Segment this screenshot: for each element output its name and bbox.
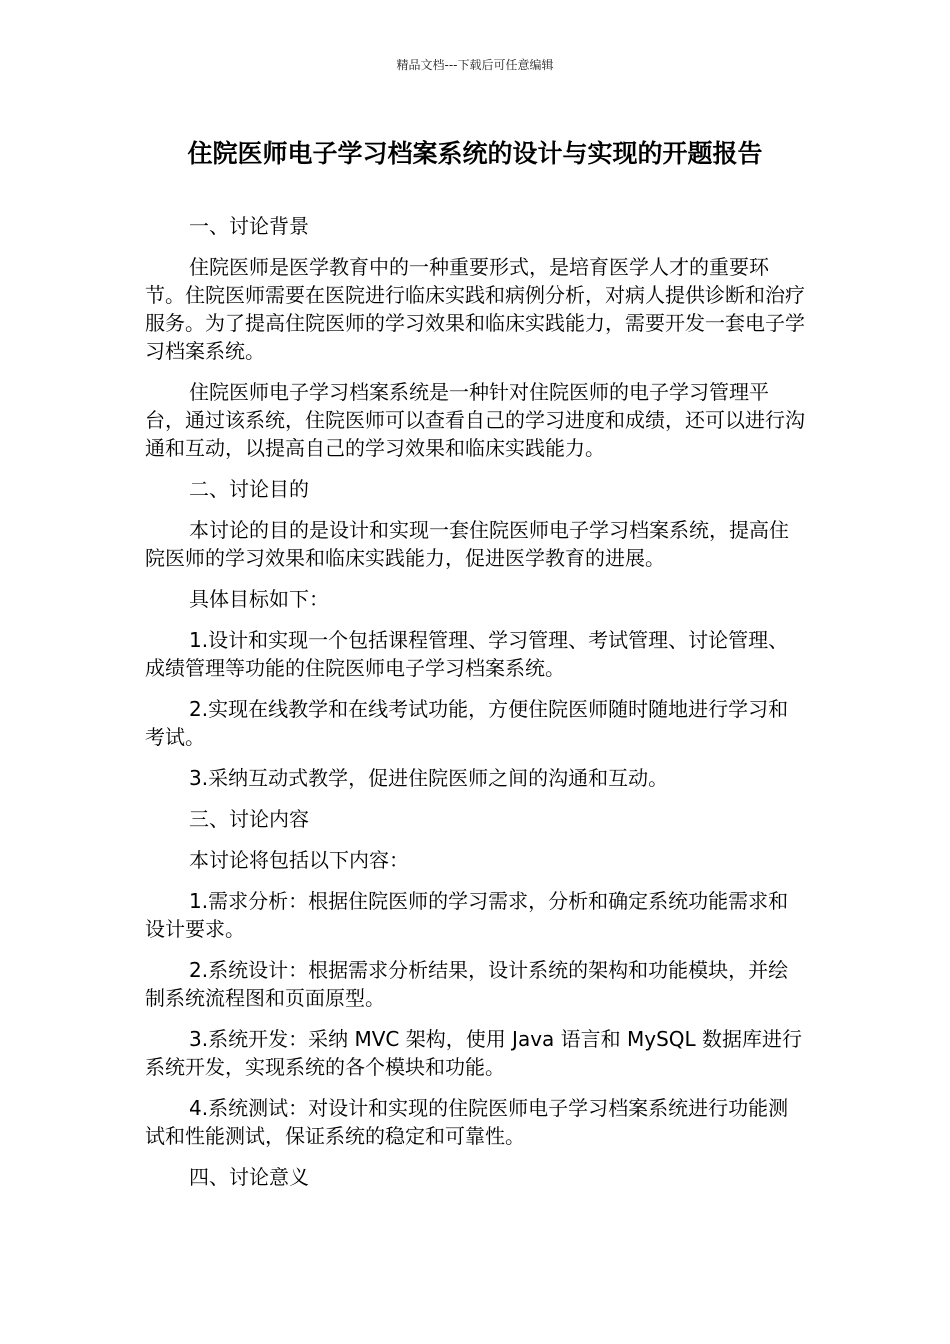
- paragraph: 本讨论将包括以下内容：: [189, 848, 409, 872]
- list-item: 1.设计和实现一个包括课程管理、学习管理、考试管理、讨论管理、成绩管理等功能的住院医师电子学习档案系统。: [145, 628, 789, 680]
- list-item: 2.实现在线教学和在线考试功能，方便住院医师随时随地进行学习和考试。: [145, 697, 789, 749]
- list-item: 4.系统测试：对设计和实现的住院医师电子学习档案系统进行功能测试和性能测试，保证系统的稳定和可靠性。: [145, 1096, 789, 1148]
- paragraph: 住院医师电子学习档案系统是一种针对住院医师的电子学习管理平台，通过该系统，住院医师可以查看自己的学习进度和成绩，还可以进行沟通和互动，以提高自己的学习效果和临床实践能力。: [145, 380, 805, 460]
- document-title: 住院医师电子学习档案系统的设计与实现的开题报告: [187, 139, 763, 168]
- paragraph: 住院医师是医学教育中的一种重要形式，是培育医学人才的重要环节。住院医师需要在医院进行临床实践和病例分析，对病人提供诊断和治疗服务。为了提高住院医师的学习效果和临床实践能力，需要开发一套电子学习档案系统。: [145, 255, 805, 363]
- header-note: 精品文档---下载后可任意编辑: [396, 58, 554, 72]
- list-item: 3.系统开发：采纳 MVC 架构，使用 Java 语言和 MySQL 数据库进行系统开发，实现系统的各个模块和功能。: [145, 1027, 803, 1079]
- section-heading-purpose: 二、讨论目的: [189, 477, 309, 501]
- list-item: 3.采纳互动式教学，促进住院医师之间的沟通和互动。: [189, 766, 669, 790]
- section-heading-significance: 四、讨论意义: [189, 1165, 309, 1189]
- section-heading-content: 三、讨论内容: [189, 807, 309, 831]
- section-heading-background: 一、讨论背景: [189, 214, 309, 238]
- document-body: [145, 212, 805, 1204]
- list-item: 1.需求分析：根据住院医师的学习需求，分析和确定系统功能需求和设计要求。: [145, 889, 789, 941]
- list-item: 2.系统设计：根据需求分析结果，设计系统的架构和功能模块，并绘制系统流程图和页面原型。: [145, 958, 789, 1010]
- paragraph: 具体目标如下：: [189, 587, 329, 611]
- paragraph: 本讨论的目的是设计和实现一套住院医师电子学习档案系统，提高住院医师的学习效果和临床实践能力，促进医学教育的进展。: [145, 518, 789, 570]
